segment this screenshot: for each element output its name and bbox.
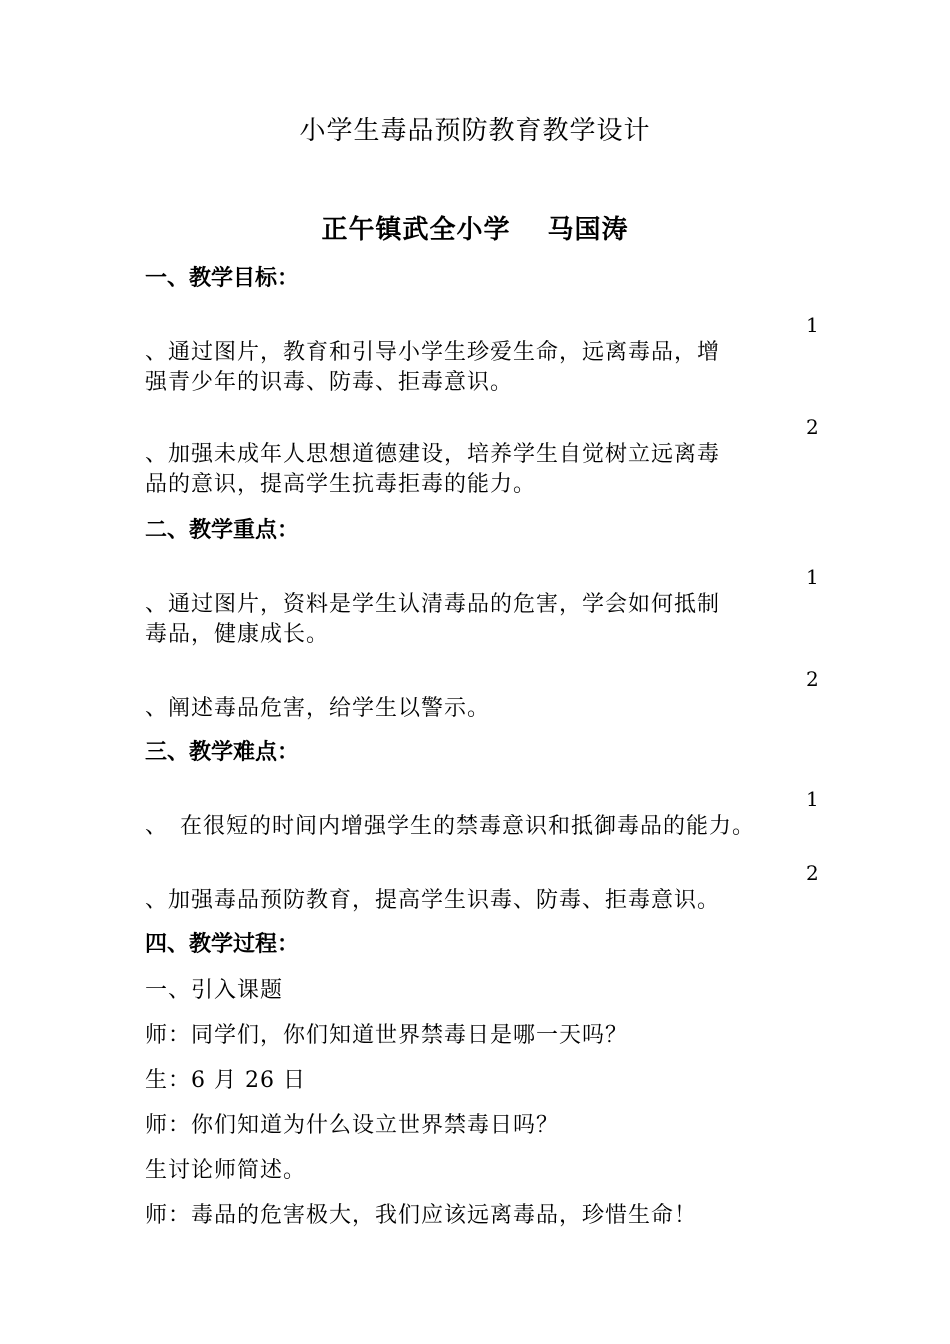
item-number: 2: [806, 415, 819, 439]
item-text-line: 、加强毒品预防教育，提高学生识毒、防毒、拒毒意识。: [145, 888, 721, 913]
process-line: 师：你们知道为什么设立世界禁毒日吗？: [145, 1113, 560, 1138]
item-number: 1: [806, 313, 819, 337]
item-text-line: 、 在很短的时间内增强学生的禁毒意识和抵御毒品的能力。: [145, 814, 756, 839]
section-heading-difficulties: 三、教学难点：: [145, 740, 300, 765]
section-heading-goals: 一、教学目标：: [145, 266, 300, 291]
item-text-line: 、通过图片，资料是学生认清毒品的危害，学会如何抵制: [145, 592, 721, 617]
item-text-line: 强青少年的识毒、防毒、拒毒意识。: [145, 370, 514, 395]
document-title: 小学生毒品预防教育教学设计: [299, 116, 651, 146]
item-text-line: 毒品，健康成长。: [145, 622, 330, 647]
item-text-line: 、加强未成年人思想道德建设，培养学生自觉树立远离毒: [145, 442, 721, 467]
process-line: 生讨论师简述。: [145, 1158, 307, 1183]
process-line: 师：毒品的危害极大，我们应该远离毒品，珍惜生命！: [145, 1203, 698, 1228]
author-line: 正午镇武全小学 马国涛: [321, 215, 629, 245]
process-line: 生：6 月 26 日: [145, 1068, 306, 1093]
item-text-line: 品的意识，提高学生抗毒拒毒的能力。: [145, 472, 537, 497]
item-text-line: 、通过图片，教育和引导小学生珍爱生命，远离毒品，增: [145, 340, 721, 365]
process-line: 师：同学们，你们知道世界禁毒日是哪一天吗？: [145, 1023, 629, 1048]
item-number: 1: [806, 565, 819, 589]
item-number: 2: [806, 861, 819, 885]
item-number: 1: [806, 787, 819, 811]
item-text-line: 、阐述毒品危害，给学生以警示。: [145, 696, 491, 721]
section-heading-process: 四、教学过程：: [145, 932, 300, 957]
process-line: 一、引入课题: [145, 978, 284, 1003]
item-number: 2: [806, 667, 819, 691]
section-heading-key-points: 二、教学重点：: [145, 518, 300, 543]
